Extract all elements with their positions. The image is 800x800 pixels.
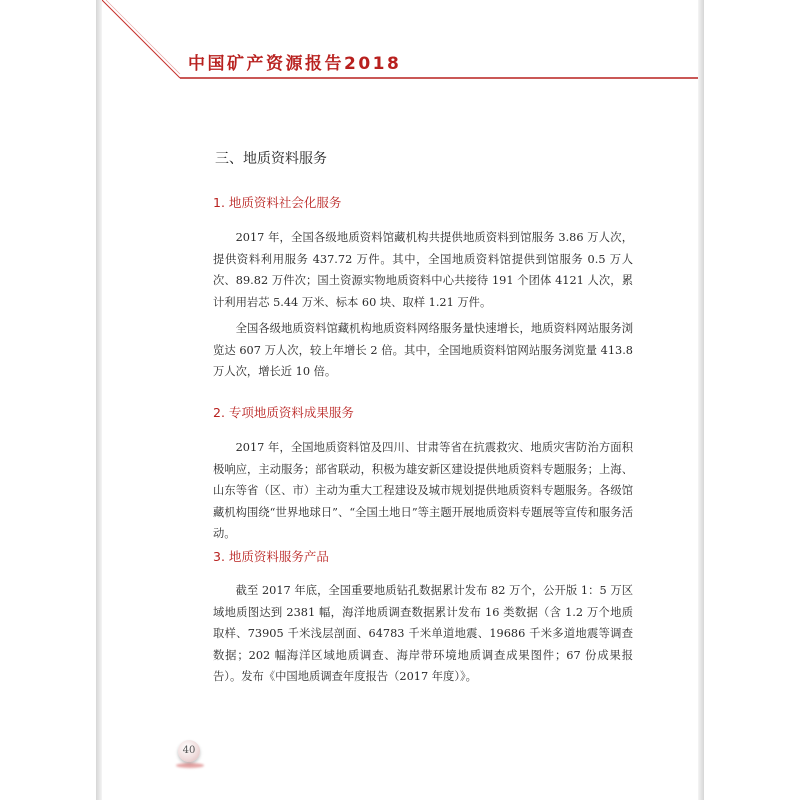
page-number-shadow (176, 763, 204, 768)
page-edge-shadow-right (698, 0, 704, 800)
header-decoration (102, 0, 698, 90)
paragraph: 截至 2017 年底，全国重要地质钻孔数据累计发布 82 万个，公开版 1：5 万区域地质图达到 2381 幅，海洋地质调查数据累计发布 16 类数据（含 1.2 万个地质取样、73905 千米浅层剖面、64783 千米单道地震、19686 千米多道地震等调查数据；202 幅海洋区域地质调查、海岸带环境地质调查成果图件；67 份成果报告）。发布《中国地质调查年度报告（2017 年度）》。 (213, 584, 633, 683)
document-page (102, 0, 698, 800)
subsection-heading-1: 1. 地质资料社会化服务 (213, 195, 342, 210)
subsection-heading-2: 2. 专项地质资料成果服务 (213, 405, 354, 420)
page-number: 40 (178, 740, 200, 762)
subsection-heading-3: 3. 地质资料服务产品 (213, 549, 329, 564)
report-title: 中国矿产资源报告2018 (188, 54, 402, 74)
paragraph: 2017 年，全国各级地质资料馆藏机构共提供地质资料到馆服务 3.86 万人次，提供资料利用服务 437.72 万件。其中，全国地质资料馆提供到馆服务 0.5 万人次、89.82 万件次；国土资源实物地质资料中心共接待 191 个团体 4121 人次，累计利用岩芯 5.44 万米、标本 60 块、取样 1.21 万件。 (213, 231, 633, 309)
section-heading: 三、地质资料服务 (215, 151, 327, 167)
paragraph: 全国各级地质资料馆藏机构地质资料网络服务量快速增长，地质资料网站服务浏览达 607 万人次，较上年增长 2 倍。其中，全国地质资料馆网站服务浏览量 413.8 万人次，增长近 10 倍。 (213, 322, 633, 378)
paragraph: 2017 年，全国地质资料馆及四川、甘肃等省在抗震救灾、地质灾害防治方面积极响应，主动服务；部省联动，积极为雄安新区建设提供地质资料专题服务；上海、山东等省（区、市）主动为重大工程建设及城市规划提供地质资料专题服务。各级馆藏机构围绕“世界地球日”、“全国土地日”等主题开展地质资料专题展等宣传和服务活动。 (213, 441, 633, 540)
